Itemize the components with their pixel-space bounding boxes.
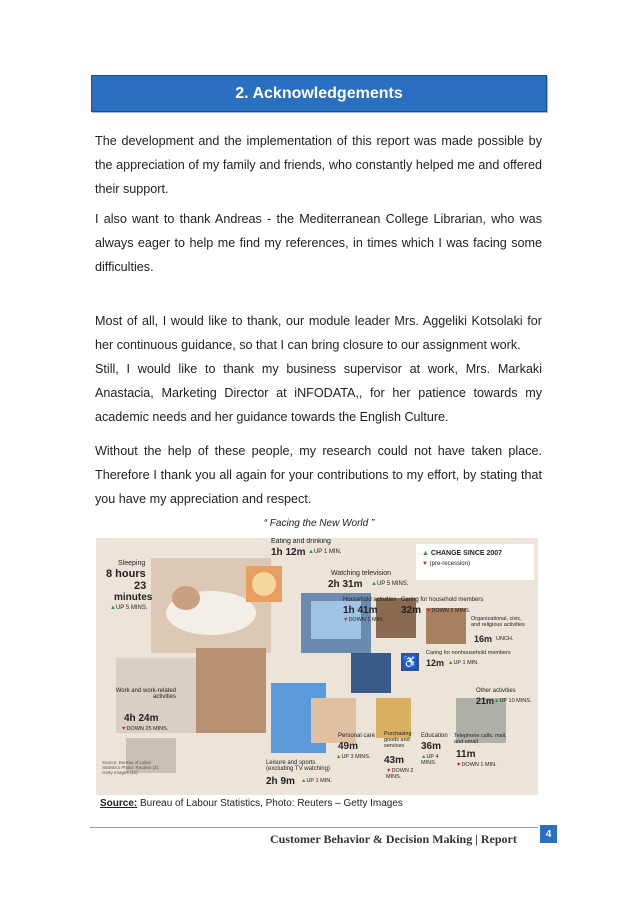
other-value: 21m [476, 696, 495, 706]
work-change: ▼DOWN 25 MINS. [121, 726, 169, 732]
leisure-value: 2h 9m [266, 776, 295, 787]
leisure-label: Leisure and sports (excluding TV watching) [266, 760, 330, 772]
caring-value: 32m [401, 605, 422, 616]
sleeping-value: 8 hours [106, 568, 146, 580]
tv-change: ▲UP 5 MINS. [371, 581, 409, 587]
paragraph-1: The development and the implementation of this report was made possible by the appreciation of my family and friends, who constantly helped me and offered their support. [95, 134, 542, 196]
source-text: Bureau of Labour Statistics, Photo: Reuters – Getty Images [137, 798, 403, 809]
personal-value: 49m [338, 741, 359, 752]
phone-label: Telephone calls, mail, and email [454, 733, 507, 745]
org-value: 16m [474, 634, 493, 644]
work-label: Work and work-related activities [115, 688, 176, 700]
org-change: UNCH. [496, 636, 514, 642]
nonhouse-label: Caring for nonhousehold members [426, 650, 511, 656]
nonhouse-value: 12m [426, 658, 445, 668]
caring-label: Caring for household members [401, 597, 484, 603]
tv-value: 2h 31m [328, 579, 363, 590]
phone-change: ▼DOWN 1 MIN. [456, 762, 497, 768]
time-use-infographic [96, 538, 538, 795]
household-change: ▼DOWN 1 MIN. [343, 617, 384, 623]
org-label: Organizational, civic, and religious activities [471, 616, 525, 628]
education-change: ▲UP 4 MINS. [421, 754, 439, 766]
source-label: Source: [100, 798, 138, 809]
section-heading-bar [91, 75, 547, 112]
tv-label: Watching television [331, 570, 392, 577]
section-heading: 2. Acknowledgements [235, 84, 403, 102]
other-change: ▲UP 10 MINS. [494, 698, 532, 704]
footer-title: Customer Behavior & Decision Making | Report [270, 832, 517, 846]
work-value: 4h 24m [124, 713, 159, 724]
personal-change: ▲UP 3 MINS. [336, 754, 371, 760]
leisure-change: ▲UP 1 MIN. [301, 778, 332, 784]
sleeping-value-3: minutes [114, 592, 153, 603]
caring-change: ▼DOWN 2 MINS. [426, 608, 471, 614]
phone-value: 11m [456, 749, 476, 760]
figure-caption: “ Facing the New World ” [263, 518, 375, 529]
purchasing-label: Purchasing goods and services [384, 731, 412, 749]
household-value: 1h 41m [343, 605, 378, 616]
sleeping-value-2: 23 [134, 580, 147, 592]
legend-sub: ▼ (pre-recession) [422, 561, 470, 567]
nonhouse-change: ▲UP 1 MIN. [448, 660, 479, 666]
paragraph-2: I also want to thank Andreas - the Mediterranean College Librarian, who was always eager to help me find my references, in times which I was facing some difficulties. [95, 212, 542, 274]
paragraph-4: Still, I would like to thank my business supervisor at work, Mrs. Markaki Anastacia, Marketing Director at iNFODATA,, for her patience towards my academic needs and her guidance towards the English Culture. [95, 362, 542, 424]
household-label: Household activities [343, 597, 397, 603]
paragraph-5: Without the help of these people, my research could not have taken place. Therefore I thank you all again for your contributions to my effort, by stating that you have my appreciation and respect. [95, 444, 542, 506]
other-label: Other activities [476, 688, 516, 694]
page-number: 4 [540, 825, 557, 843]
eating-value: 1h 12m [271, 547, 306, 558]
education-label: Education [421, 733, 448, 739]
paragraph-3: Most of all, I would like to thank, our module leader Mrs. Aggeliki Kotsolaki for her continuous guidance, so that I can bring closure to our assignment work. [95, 314, 542, 352]
svg-text:♿: ♿ [402, 655, 418, 669]
figure-source [100, 798, 403, 809]
sleeping-change: ▲UP 5 MINS. [110, 605, 148, 611]
purchasing-value: 43m [384, 755, 405, 766]
eating-label: Eating and drinking [271, 538, 331, 545]
purchasing-change: ▼DOWN 2 MINS. [386, 768, 414, 780]
sleeping-label: Sleeping [118, 560, 146, 567]
education-value: 36m [421, 741, 442, 752]
infographic-credit: Source: Bureau of Labor Statistics Photo: Reuters (2), Getty Images (11) [102, 760, 160, 775]
personal-label: Personal care [338, 733, 376, 739]
footer-divider [90, 827, 538, 828]
legend-title: ▲ CHANGE SINCE 2007 [422, 550, 503, 557]
legend-box [416, 544, 534, 580]
eating-change: ▲UP 1 MIN. [308, 549, 342, 555]
